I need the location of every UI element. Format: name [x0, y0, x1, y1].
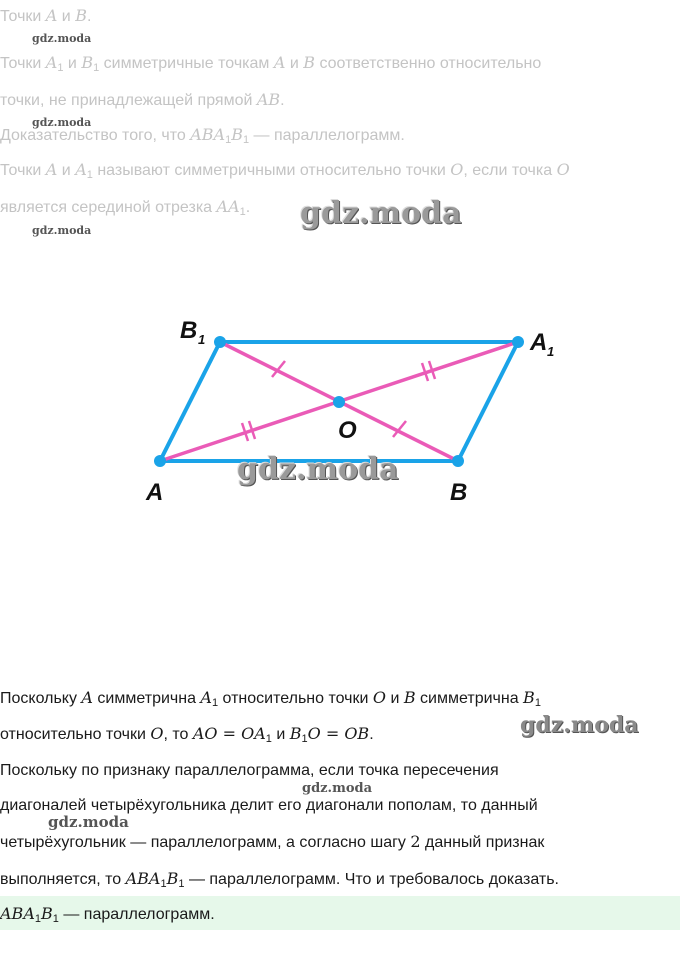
math: O — [307, 724, 321, 743]
text: и — [57, 8, 76, 25]
math-B: B — [303, 53, 316, 72]
parallelogram-figure — [130, 300, 570, 520]
label-A1-sub: 1 — [547, 344, 555, 359]
solution-line-6 — [0, 869, 559, 890]
math: = — [320, 724, 345, 743]
solution-line-3: Поскольку по признаку параллелограмма, если точка пересечения — [0, 762, 499, 779]
text: . — [86, 8, 92, 25]
point-B — [452, 455, 464, 467]
text: называют симметричными относительно точки — [92, 162, 451, 179]
given-line-5 — [0, 160, 570, 181]
subscript: 1 — [57, 62, 64, 74]
text: относительно точки — [0, 726, 151, 743]
label-B1: B — [180, 317, 198, 344]
text: симметричные точкам — [99, 55, 274, 72]
subscript: 1 — [52, 913, 59, 925]
watermark: gdz.moda — [48, 813, 129, 831]
math: ABA — [125, 869, 161, 888]
subscript: 1 — [93, 62, 100, 74]
text: , если точка — [463, 162, 557, 179]
math-B: B — [75, 6, 87, 25]
subscript: 1 — [160, 878, 167, 890]
math: = — [217, 724, 242, 743]
label-B: B — [450, 479, 468, 506]
math-A: A — [273, 53, 286, 72]
text: четырёхугольник — параллелограмм, а согласно шагу — [0, 834, 411, 851]
text: и — [285, 55, 304, 72]
watermark: gdz.moda — [32, 32, 92, 45]
subscript: 1 — [34, 913, 41, 925]
watermark-large: gdz.moda — [300, 196, 462, 231]
text: . — [369, 726, 374, 743]
text: симметрична — [92, 690, 201, 707]
text: — параллелограмм. — [58, 906, 215, 923]
point-B1 — [214, 336, 226, 348]
math: B — [231, 125, 243, 144]
watermark: gdz.moda — [32, 116, 92, 129]
subscript: 1 — [239, 206, 246, 218]
subscript: 1 — [86, 169, 93, 181]
watermark-medium: gdz.moda — [520, 712, 639, 738]
label-A1: A — [530, 329, 548, 356]
math: OA — [241, 724, 266, 743]
given-line-6 — [0, 197, 250, 218]
math-B: B — [403, 688, 416, 707]
subscript: 1 — [225, 134, 232, 146]
text: . — [280, 92, 285, 109]
subscript: 1 — [301, 733, 308, 745]
math: OB — [344, 724, 370, 743]
text: — параллелограмм. — [249, 127, 405, 144]
math-O: O — [372, 688, 387, 707]
text: Доказательство того, что — [0, 127, 191, 144]
solution-line-5 — [0, 832, 544, 852]
math: B — [289, 724, 302, 743]
subscript: 1 — [534, 697, 541, 709]
text: относительно точки — [218, 690, 373, 707]
math: ABA — [0, 904, 35, 923]
math-A: A — [45, 160, 58, 179]
text: является серединой отрезка — [0, 199, 217, 216]
given-line-1 — [0, 6, 91, 26]
math-A: A — [81, 688, 93, 707]
math: B — [166, 869, 179, 888]
point-A — [154, 455, 166, 467]
label-B1-sub: 1 — [198, 332, 206, 347]
solution-line-2 — [0, 724, 374, 745]
watermark: gdz.moda — [302, 781, 373, 796]
text: , то — [163, 726, 193, 743]
watermark: gdz.moda — [32, 224, 92, 237]
text: выполняется, то — [0, 871, 126, 888]
text: симметрична — [415, 690, 524, 707]
given-line-4 — [0, 125, 405, 146]
text: Поскольку — [0, 690, 82, 707]
text: Точки — [0, 55, 46, 72]
solution-line-4: диагоналей четырёхугольника делит его диагонали пополам, то данный — [0, 797, 538, 814]
math-A1: A — [45, 53, 58, 72]
math-B1: B — [81, 53, 94, 72]
label-O: O — [338, 417, 357, 444]
math-A: A — [45, 6, 58, 25]
point-A1 — [512, 336, 524, 348]
subscript: 1 — [242, 134, 250, 146]
math-AA1: AA — [216, 197, 240, 216]
text: точки, не принадлежащей прямой — [0, 92, 257, 109]
solution-line-1 — [0, 688, 541, 709]
subscript: 1 — [178, 878, 185, 890]
answer-text — [0, 904, 215, 925]
math-number: 2 — [410, 832, 421, 851]
math-O: O — [450, 160, 464, 179]
text: данный признак — [420, 834, 545, 851]
math: ABA — [190, 125, 226, 144]
math: B — [41, 904, 53, 923]
text: соответственно относительно — [315, 55, 542, 72]
point-O — [333, 396, 345, 408]
math-AB: AB — [256, 90, 281, 109]
text: — параллелограмм. Что и требовалось доказать. — [184, 871, 559, 888]
math-B1: B — [523, 688, 535, 707]
text: и — [271, 726, 290, 743]
text: и — [386, 690, 404, 707]
math-O: O — [150, 724, 164, 743]
text: Точки — [0, 162, 46, 179]
text: и — [63, 55, 82, 72]
subscript: 1 — [211, 697, 219, 709]
math-O: O — [556, 160, 570, 179]
text: Точки — [0, 8, 46, 25]
given-line-2 — [0, 53, 541, 74]
math-A1: A — [75, 160, 87, 179]
label-A: A — [146, 479, 164, 506]
given-line-3 — [0, 90, 285, 110]
watermark-large: gdz.moda — [237, 452, 399, 487]
text: . — [245, 199, 251, 216]
text: и — [57, 162, 76, 179]
subscript: 1 — [265, 733, 272, 745]
math-A1: A — [200, 688, 212, 707]
math: AO — [192, 724, 218, 743]
